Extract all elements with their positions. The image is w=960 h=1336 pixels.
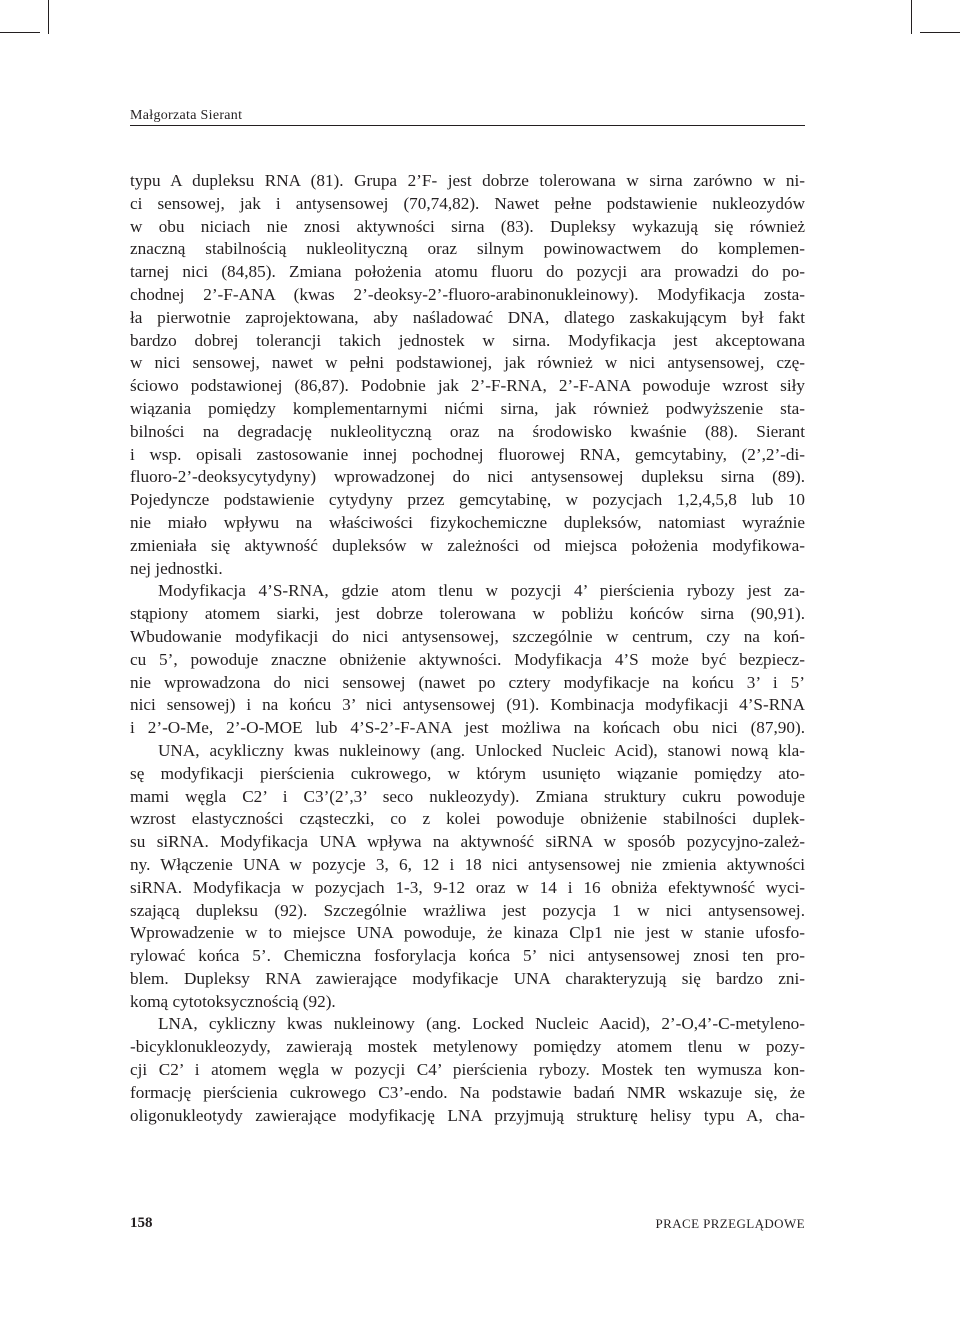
text-line: Modyfikacja 4’S-RNA, gdzie atom tlenu w pozycji 4’ pierścienia rybozy jest za- [158, 581, 805, 601]
journal-name: PRACE PRZEGLĄDOWE [655, 1216, 805, 1231]
text-line: stąpiony atomem siarki, jest dobrze tolerowana w pobliżu końców sirna (90,91). [130, 604, 805, 624]
text-line: siRNA. Modyfikacja w pozycjach 1-3, 9-12 oraz w 14 i 16 obniża efektywność wyci- [130, 877, 805, 897]
text-line: bardzo dobrej tolerancji takich jednostek w sirna. Modyfikacja jest akceptowana [130, 330, 805, 350]
text-line: znaczną stabilnością nukleolityczną oraz silnym powinowactwem do komplemen- [130, 239, 805, 259]
text-line: chodnej 2’-F-ANA (kwas 2’-deoksy-2’-fluoro-arabinonukleinowy). Modyfikacja zosta- [130, 284, 805, 304]
running-head-author: Małgorzata Sierant [130, 108, 243, 123]
text-line: blem. Dupleksy RNA zawierające modyfikacje UNA charakteryzują się bardzo zni- [130, 968, 805, 988]
text-line: su siRNA. Modyfikacja UNA wpływa na aktywność siRNA w sposób pozycyjno-zależ- [130, 832, 805, 852]
text-line: w obu niciach nie znosi aktywności sirna (83). Dupleksy wykazują się również [130, 216, 805, 236]
text-line: szającą dupleksu (92). Szczególnie wrażliwa jest pozycja 1 w nici antysensowej. [130, 900, 805, 920]
text-line: ła pierwotnie zaprojektowana, aby naśladować DNA, dlatego zaskakującym był fakt [130, 307, 805, 327]
text-line: nici sensowej) i na końcu 3’ nici antysensowej (91). Kombinacja modyfikacji 4’S-RNA [130, 695, 805, 715]
text-line: bilności na degradację nukleolityczną oraz na środowisko kwaśnie (88). Sierant [130, 421, 805, 441]
text-line: komą cytotoksycznością (92). [130, 991, 336, 1011]
text-line: nie wprowadzona do nici sensowej (nawet po cztery modyfikacje na końcu 3’ i 5’ [130, 672, 805, 692]
text-line: -bicyklonukleozydy, zawierają mostek metylenowy pomiędzy atomem tlenu w pozy- [130, 1037, 805, 1057]
text-line: i 2’-O-Me, 2’-O-MOE lub 4’S-2’-F-ANA jest możliwa na końcach obu nici (87,90). [130, 718, 805, 738]
text-line: wzrost elastyczności cząsteczki, co z kolei powoduje obniżenie stabilności duplek- [130, 809, 805, 829]
text-line: formację pierścienia cukrowego C3’-endo. Na podstawie badań NMR wskazuje się, że [130, 1082, 805, 1102]
text-line: LNA, cykliczny kwas nukleinowy (ang. Locked Nucleic Aacid), 2’-O,4’-C-metyleno- [158, 1014, 805, 1034]
crop-mark-right [911, 0, 912, 34]
text-line: Wbudowanie modyfikacji do nici antysensowej, szczególnie w centrum, czy na koń- [130, 626, 805, 646]
text-line: nej jednostki. [130, 558, 223, 578]
text-line: sę modyfikacji pierścienia cukrowego, w którym usunięto wiązanie pomiędzy ato- [130, 763, 805, 783]
text-line: UNA, acykliczny kwas nukleinowy (ang. Unlocked Nucleic Acid), stanowi nową kla- [158, 740, 805, 760]
text-line: ny. Włączenie UNA w pozycje 3, 6, 12 i 18 nici antysensowej nie zmienia aktywności [130, 854, 805, 874]
crop-mark-left-h [0, 32, 40, 33]
crop-mark-right-h [920, 32, 960, 33]
text-line: typu A dupleksu RNA (81). Grupa 2’F- jest dobrze tolerowana w sirna zarówno w ni- [130, 171, 805, 190]
text-line: oligonukleotydy zawierające modyfikację LNA przyjmują strukturę helisy typu A, cha- [130, 1105, 805, 1125]
body-text [130, 170, 805, 1127]
text-line: ściowo podstawionej (86,87). Podobnie jak 2’-F-RNA, 2’-F-ANA powoduje wzrost siły [130, 376, 805, 396]
text-line: wiązania pomiędzy komplementarnymi nićmi sirna, jak również podwyższenie sta- [130, 398, 805, 418]
text-line: cji C2’ i atomem węgla w pozycji C4’ pierścienia rybozy. Mostek ten wymusza kon- [130, 1060, 805, 1080]
header-rule [130, 125, 805, 126]
text-line: mami węgla C2’ i C3’(2’,3’ seco nukleozydy). Zmiana struktury cukru powoduje [130, 786, 805, 806]
text-line: Wprowadzenie w to miejsce UNA powoduje, że kinaza Clp1 nie jest w stanie ufosfo- [130, 923, 805, 943]
crop-mark-left [48, 0, 49, 34]
text-line: nie miało wpływu na właściwości fizykochemiczne dupleksów, natomiast wyraźnie [130, 512, 805, 532]
text-line: Pojedyncze podstawienie cytydyny przez gemcytabinę, w pozycjach 1,2,4,5,8 lub 10 [130, 490, 805, 510]
text-line: tarnej nici (84,85). Zmiana położenia atomu fluoru do pozycji ara prowadzi do po- [130, 262, 805, 282]
text-line: rylować końca 5’. Chemiczna fosforylacja końca 5’ nici antysensowej znosi ten pro- [130, 946, 805, 966]
text-line: cu 5’, powoduje znaczne obniżenie aktywności. Modyfikacja 4’S może być bezpiecz- [130, 649, 805, 669]
text-line: w nici sensowej, nawet w pełni podstawionej, jak również w nici antysensowej, czę- [130, 353, 805, 373]
text-line: zmieniała się aktywność dupleksów w zależności od miejsca położenia modyfikowa- [130, 535, 805, 555]
page-number: 158 [130, 1215, 153, 1231]
text-line: ci sensowej, jak i antysensowej (70,74,82). Nawet pełne podstawienie nukleozydów [130, 193, 805, 213]
text-line: fluoro-2’-deoksycytydyny) wprowadzonej do nici antysensowej dupleksu sirna (89). [130, 467, 805, 487]
text-line: i wsp. opisali zastosowanie innej pochodnej fluorowej RNA, gemcytabiny, (2’,2’-di- [130, 444, 805, 464]
